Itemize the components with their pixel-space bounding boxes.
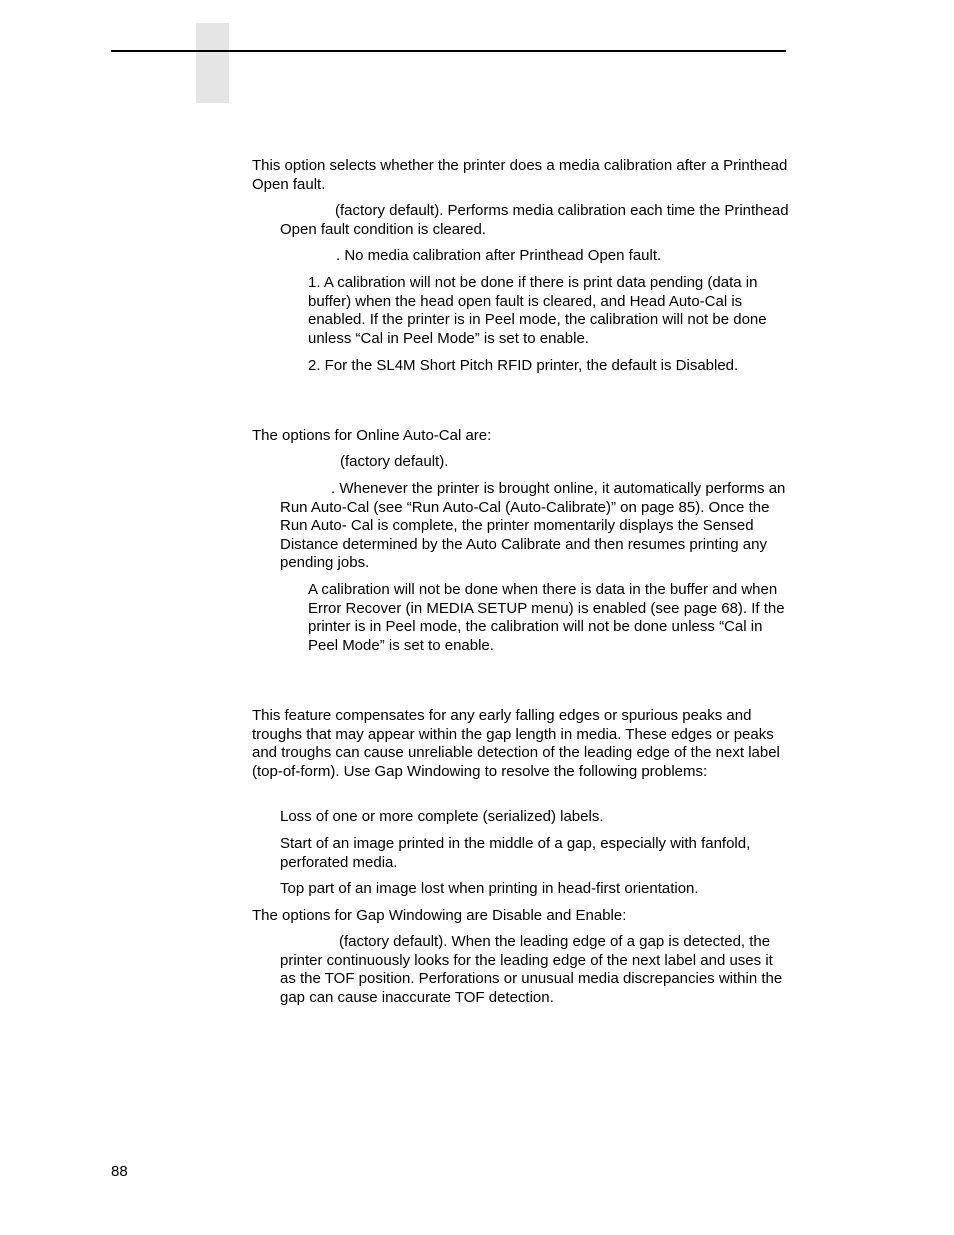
gap-windowing-disable-option: (factory default). When the leading edge of a gap is detected, the printer continuously looks for the leading edge of the next label and uses it as the TOF position. Perforations or unusual media discrepancies within the gap can cause inaccurate TOF detection.	[280, 933, 783, 1006]
gap-windowing-problem: Loss of one or more complete (serialized) labels.	[280, 808, 604, 825]
printhead-open-note-2: 2. For the SL4M Short Pitch RFID printer, the default is Disabled.	[308, 357, 739, 374]
gap-windowing-options-intro: The options for Gap Windowing are Disable and Enable:	[252, 907, 627, 924]
online-autocal-disable-option: (factory default).	[340, 453, 449, 470]
printhead-open-enable-option: (factory default). Performs media calibration each time the Printhead Open fault condition is cleared.	[280, 202, 789, 238]
page-number: 88	[111, 1163, 128, 1180]
chapter-tab	[196, 23, 229, 103]
gap-windowing-intro: This feature compensates for any early falling edges or spurious peaks and troughs that may appear within the gap length in media. These edges or peaks and troughs can cause unreliable detection of the leading edge of the next label (top-of-form). Use Gap Windowing to resolve the following problems:	[252, 707, 780, 780]
printhead-open-intro: This option selects whether the printer does a media calibration after a Printhead Open fault.	[252, 157, 788, 193]
printhead-open-disable-option: . No media calibration after Printhead Open fault.	[336, 247, 662, 264]
printhead-open-note-1: 1. A calibration will not be done if there is print data pending (data in buffer) when the head open fault is cleared, and Head Auto-Cal is enabled. If the printer is in Peel mode, the calibration will not be done unless “Cal in Peel Mode” is set to enable.	[308, 274, 767, 347]
header-rule	[111, 50, 786, 52]
gap-windowing-problem: Start of an image printed in the middle of a gap, especially with fanfold, perforated media.	[280, 835, 751, 871]
online-autocal-intro: The options for Online Auto-Cal are:	[252, 427, 492, 444]
online-autocal-enable-option: . Whenever the printer is brought online, it automatically performs an Run Auto-Cal (see “Run Auto-Cal (Auto-Calibrate)” on page 85). Once the Run Auto- Cal is complete, the printer momentarily displays the Sensed Distance determined by the Auto Calibrate and then resumes printing any pending jobs.	[280, 480, 786, 572]
online-autocal-note: A calibration will not be done when there is data in the buffer and when Error Recover (in MEDIA SETUP menu) is enabled (see page 68). If the printer is in Peel mode, the calibration will not be done unless “Cal in Peel Mode” is set to enable.	[308, 581, 785, 654]
gap-windowing-problem: Top part of an image lost when printing in head-first orientation.	[280, 880, 699, 897]
